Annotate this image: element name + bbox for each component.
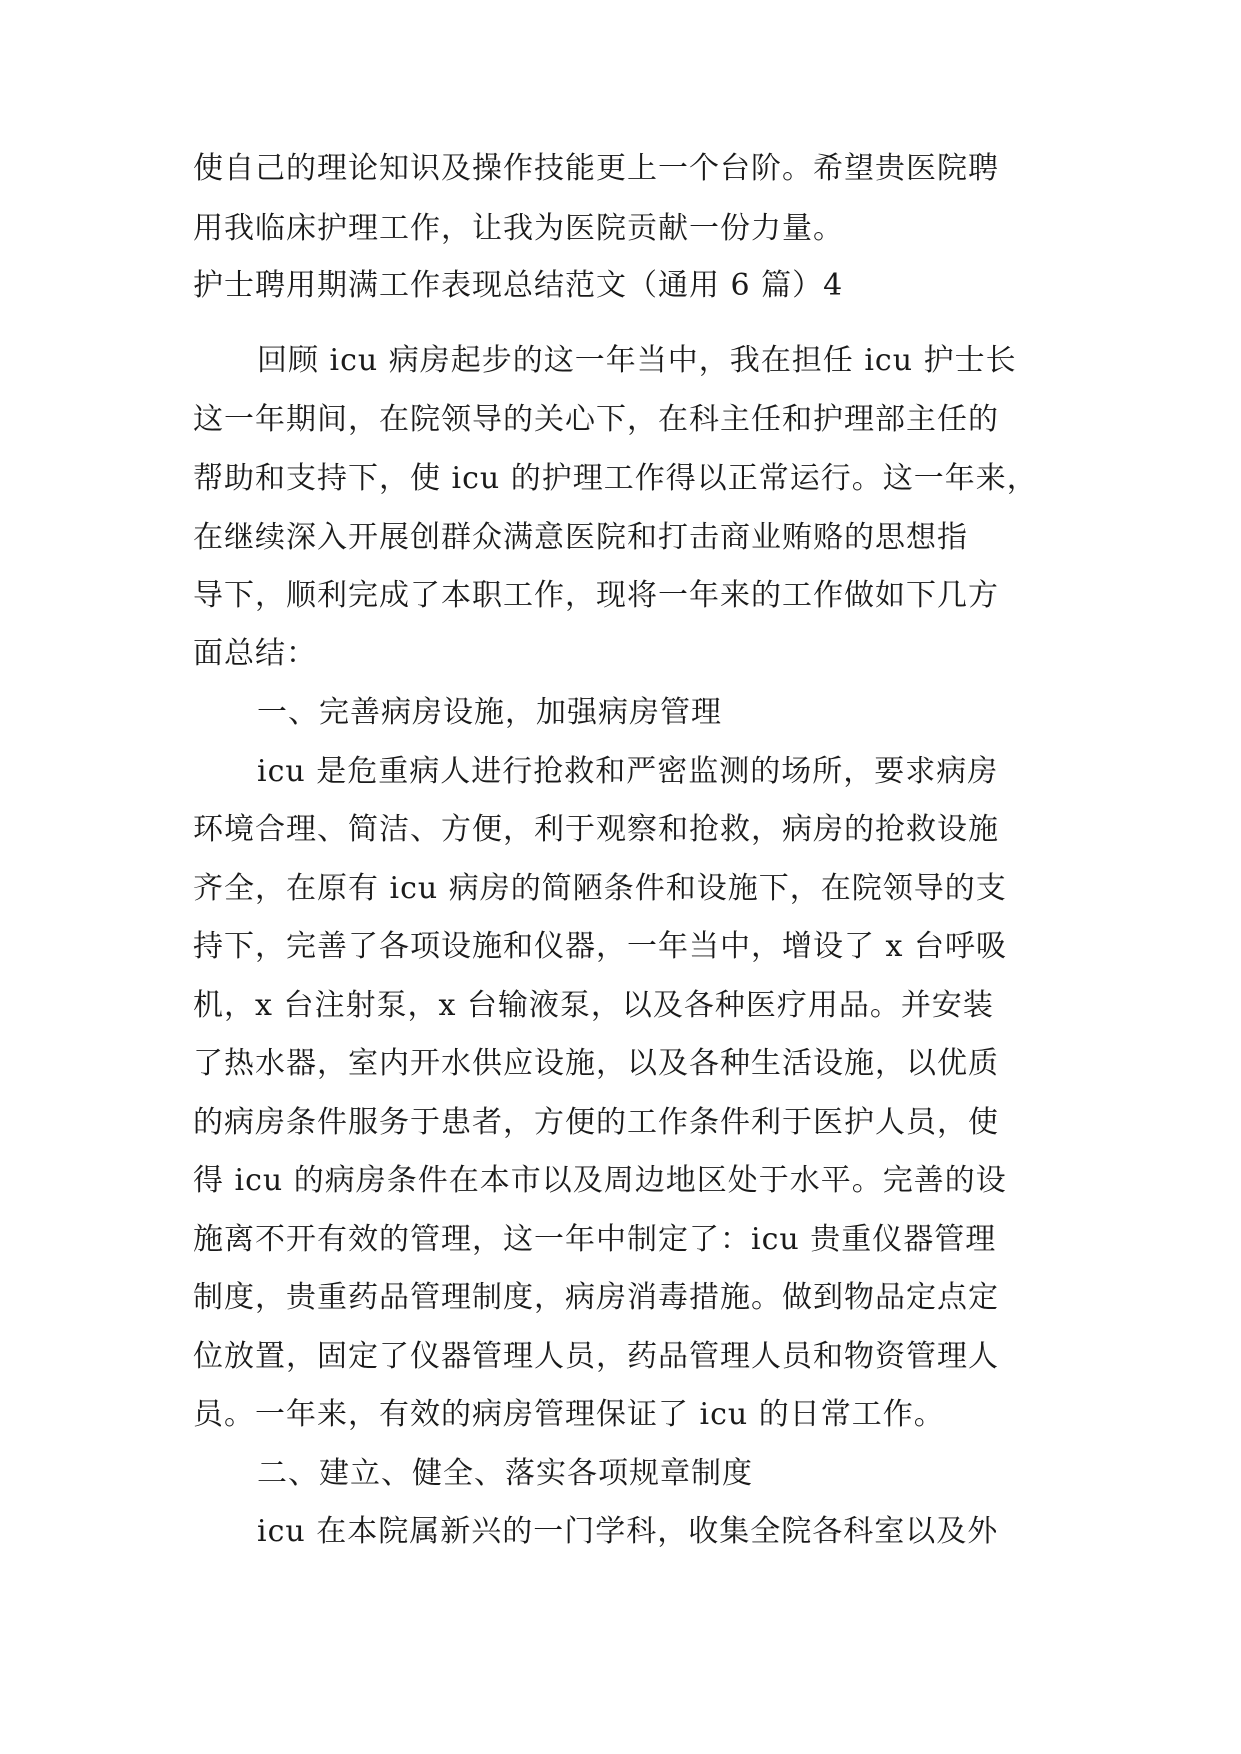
text-line: 面总结：: [193, 636, 317, 671]
text-line: 环境合理、简洁、方便，利于观察和抢救，病房的抢救设施: [193, 812, 999, 847]
text-line: icu 在本院属新兴的一门学科，收集全院各科室以及外: [257, 1514, 999, 1549]
subheading: 一、完善病房设施，加强病房管理: [257, 695, 722, 730]
text-line: 位放置，固定了仪器管理人员，药品管理人员和物资管理人: [193, 1339, 999, 1374]
section-heading: 护士聘用期满工作表现总结范文（通用 6 篇）4: [193, 268, 844, 303]
text-line: 帮助和支持下，使 icu 的护理工作得以正常运行。这一年来，: [193, 461, 1038, 496]
text-line: 员。一年来，有效的病房管理保证了 icu 的日常工作。: [193, 1397, 945, 1432]
text-line: 得 icu 的病房条件在本市以及周边地区处于水平。完善的设: [193, 1163, 1007, 1198]
text-line: 施离不开有效的管理，这一年中制定了：icu 贵重仪器管理: [193, 1222, 997, 1257]
text-line: 持下，完善了各项设施和仪器，一年当中，增设了 x 台呼吸: [193, 929, 1007, 964]
text-line: 齐全，在原有 icu 病房的简陋条件和设施下，在院领导的支: [193, 871, 1007, 906]
text-line: 使自己的理论知识及操作技能更上一个台阶。希望贵医院聘: [193, 151, 999, 186]
text-line: 在继续深入开展创群众满意医院和打击商业贿赂的思想指: [193, 520, 968, 555]
text-line: 的病房条件服务于患者，方便的工作条件利于医护人员，使: [193, 1105, 999, 1140]
text-line: icu 是危重病人进行抢救和严密监测的场所，要求病房: [257, 754, 999, 789]
text-line: 回顾 icu 病房起步的这一年当中，我在担任 icu 护士长: [257, 343, 1017, 378]
text-line: 了热水器，室内开水供应设施，以及各种生活设施，以优质: [193, 1046, 999, 1081]
text-line: 机，x 台注射泵，x 台输液泵，以及各种医疗用品。并安装: [193, 988, 994, 1023]
text-line: 制度，贵重药品管理制度，病房消毒措施。做到物品定点定: [193, 1280, 999, 1315]
text-line: 这一年期间，在院领导的关心下，在科主任和护理部主任的: [193, 402, 999, 437]
subheading: 二、建立、健全、落实各项规章制度: [257, 1456, 753, 1491]
text-line: 导下，顺利完成了本职工作，现将一年来的工作做如下几方: [193, 578, 999, 613]
text-line: 用我临床护理工作，让我为医院贡献一份力量。: [193, 211, 844, 246]
